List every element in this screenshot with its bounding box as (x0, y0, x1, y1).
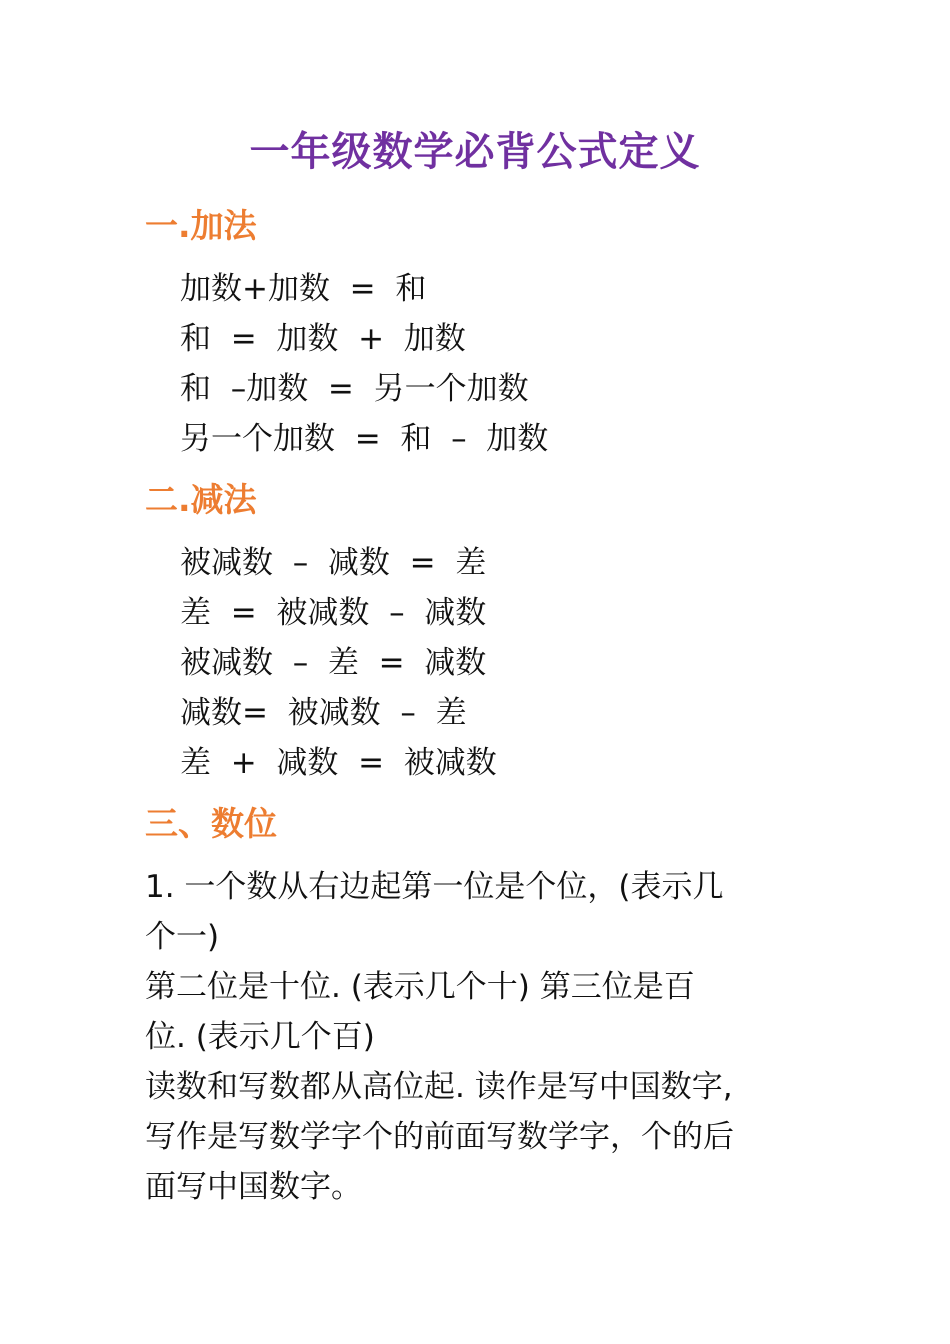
place-value-line-3: 第二位是十位. (表示几个十) 第三位是百 (145, 969, 695, 1005)
page-title: 一年级数学必背公式定义 (249, 129, 701, 175)
addition-formula-3: 和 –加数 = 另一个加数 (180, 371, 529, 407)
addition-formula-4: 另一个加数 = 和 – 加数 (180, 421, 549, 457)
addition-formula-2: 和 = 加数 + 加数 (180, 321, 466, 357)
addition-formula-1: 加数+加数 = 和 (180, 271, 427, 307)
subtraction-formula-4: 减数= 被减数 – 差 (180, 695, 467, 731)
subtraction-formula-3: 被减数 – 差 = 减数 (180, 645, 487, 681)
subtraction-formula-2: 差 = 被减数 – 减数 (180, 595, 487, 631)
place-value-line-7: 面写中国数字。 (145, 1169, 362, 1205)
subtraction-formula-1: 被减数 – 减数 = 差 (180, 545, 487, 581)
section-heading-place-value: 三、数位 (145, 804, 277, 843)
place-value-line-5: 读数和写数都从高位起. 读作是写中国数字, (145, 1069, 733, 1105)
section-heading-subtraction: 二.减法 (145, 480, 257, 519)
place-value-line-4: 位. (表示几个百) (145, 1019, 375, 1055)
subtraction-formula-5: 差 + 减数 = 被减数 (180, 745, 497, 781)
section-heading-addition: 一.加法 (145, 206, 257, 245)
place-value-line-6: 写作是写数学字个的前面写数学字，个的后 (145, 1119, 734, 1155)
place-value-line-2: 个一) (145, 919, 220, 955)
place-value-line-1: 1. 一个数从右边起第一位是个位，(表示几 (145, 869, 724, 905)
